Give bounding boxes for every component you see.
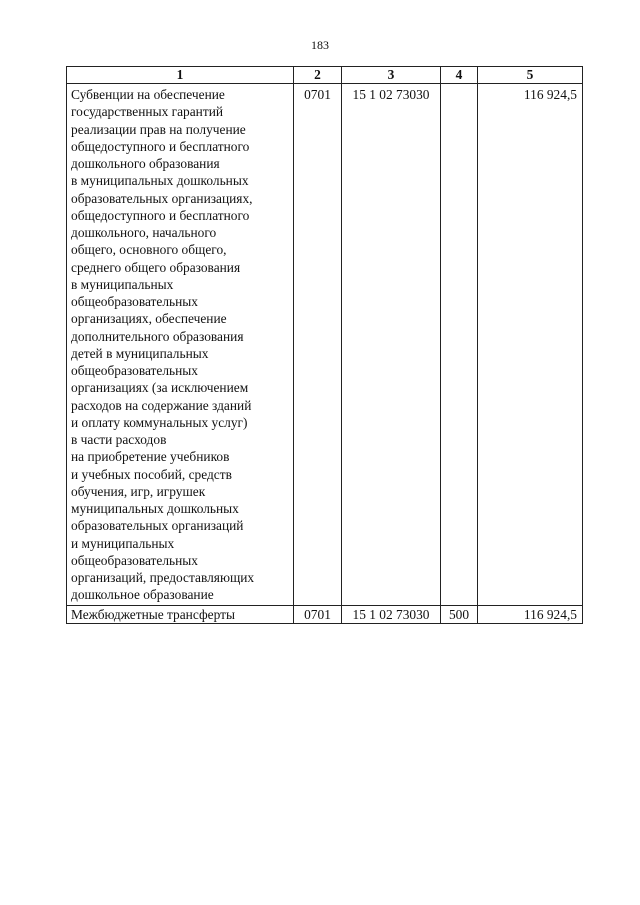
row-section-code: 0701 — [294, 84, 342, 606]
row-name-line: общеобразовательных — [71, 552, 199, 568]
row-expense-type: 500 — [441, 605, 478, 623]
row-name-cell — [67, 84, 294, 606]
row-name-line: в муниципальных дошкольных — [71, 173, 249, 189]
row-name-line: образовательных организаций — [71, 518, 244, 534]
row-name-line: муниципальных дошкольных — [71, 501, 239, 516]
table-row — [67, 605, 583, 623]
row-name-line: общеобразовательных — [71, 363, 199, 378]
row-amount: 116 924,5 — [478, 84, 583, 606]
row-name-line: обучения, игр, игрушек — [71, 483, 206, 499]
row-name-line: организациях, обеспечение — [71, 311, 227, 327]
row-name-line: организациях (за исключением — [71, 380, 249, 396]
row-name-line: государственных гарантий — [71, 104, 224, 120]
row-name-line: и учебных пособий, средств — [71, 466, 232, 482]
row-name-line: дошкольное образование — [71, 587, 214, 603]
row-name-line: общедоступного и бесплатного — [71, 138, 250, 154]
row-name-line: в муниципальных — [71, 276, 174, 292]
row-name-line: на приобретение учебников — [71, 449, 230, 465]
row-name-line: среднего общего образования — [71, 259, 241, 275]
column-header-5: 5 — [478, 67, 583, 84]
row-name-line: и муниципальных — [71, 535, 175, 551]
row-name-line: детей в муниципальных — [71, 345, 209, 361]
row-name-line: и оплату коммунальных услуг) — [71, 414, 248, 430]
budget-table — [66, 66, 583, 624]
row-name-line: организаций, предоставляющих — [71, 570, 255, 585]
row-name-line: общедоступного и бесплатного — [71, 207, 250, 223]
row-name-line: общего, основного общего, — [71, 242, 227, 258]
row-name-line: дошкольного образования — [71, 156, 220, 171]
table-row — [67, 84, 583, 606]
row-target-code: 15 1 02 73030 — [342, 605, 441, 623]
row-name-line: расходов на содержание зданий — [71, 397, 252, 413]
row-name-cell: Межбюджетные трансферты — [67, 605, 294, 623]
row-section-code: 0701 — [294, 605, 342, 623]
column-header-2: 2 — [294, 67, 342, 84]
row-name-line: дополнительного образования — [71, 328, 244, 344]
column-header-3: 3 — [342, 67, 441, 84]
row-name-line: в части расходов — [71, 432, 167, 447]
row-amount: 116 924,5 — [478, 605, 583, 623]
row-name-line: реализации прав на получение — [71, 121, 246, 137]
row-name-line: дошкольного, начального — [71, 225, 217, 240]
column-header-1: 1 — [67, 67, 294, 84]
row-target-code: 15 1 02 73030 — [342, 84, 441, 606]
row-expense-type — [441, 84, 478, 606]
column-header-4: 4 — [441, 67, 478, 84]
table-header-row — [67, 67, 583, 84]
row-name-line: общеобразовательных — [71, 294, 199, 309]
row-name-line: образовательных организациях, — [71, 190, 253, 206]
page-number: 183 — [311, 38, 329, 52]
row-name-line: Субвенции на обеспечение — [71, 87, 225, 102]
